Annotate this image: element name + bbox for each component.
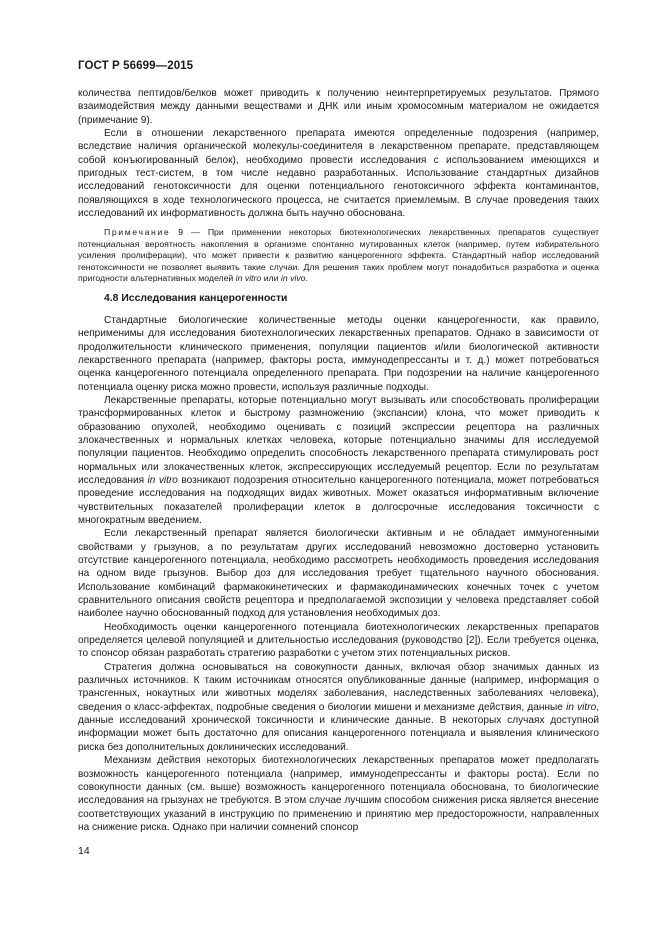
- p4-in-vitro: in vitro: [147, 474, 178, 486]
- paragraph-mechanism: Механизм действия некоторых биотехнологических лекарственных препаратов может предполагать возможность канцерогенного потенциала (например, иммунодепрессанты и факторы роста). Если по совокупности данных (см. выше) возможность канцерогенного потенциала обоснована, то биологические исследования на грызунах не требуются. В этом случае лучшим способом снижения риска является внесение соответствующих указаний в инструкцию по применению и принятию мер предосторожности, направленных на снижение риска. Однако при наличии сомнений спонсор: [78, 755, 599, 833]
- paragraph-proliferation: [78, 394, 599, 527]
- note-9: [78, 227, 599, 284]
- p7-text-b: , данные исследований хронической токсичности и клинические данные. В некоторых случаях доступной информации может быть достаточно для описания канцерогенного потенциала и выявления клинического риска без дополнительных доклинических исследований.: [78, 701, 599, 753]
- note-or: или: [263, 273, 279, 284]
- paragraph-rodents: Если лекарственный препарат является биологически активным и не обладает иммуногенными свойствами у грызунов, а по результатам других исследований невозможно достоверно установить отсутствие канцерогенного потенциала, необходимо рассмотреть необходимость проведения исследования на одном виде грызунов. Выбор доз для исследования требует тщательного научного обоснования. Использование комбинаций фармакокинетических и фармакодинамических конечных точек с учетом сравнительного описания свойств рецептора и предполагаемой экспозиции у человека представляет собой наиболее научно обоснованный подход для установления необходимых доз.: [78, 528, 599, 620]
- paragraph-suspicions: Если в отношении лекарственного препарата имеются определенные подозрения (например, вследствие наличия органической молекулы-соединителя в лекарственном препарате, представляющем собой конъюгированный белок), необходимо провести исследования с использованием имеющихся и пригодных тест-систем, в том числе недавно разработанных. Использование стандартных дизайнов исследований генотоксичности для оценки потенциального генотоксичного эффекта контаминантов, появляющихся в ходе технологического процесса, не считается приемлемым. В случае проведения таких исследований их информативность должна быть научно обоснована.: [78, 128, 599, 220]
- paragraph-standard-methods: Стандартные биологические количественные методы оценки канцерогенности, как правило, неприменимы для исследования биотехнологических лекарственных препаратов. Однако в зависимости от продолжительности клинического применения, популяции пациентов и/или биологической активности лекарственного препарата (например, факторы роста, иммунодепрессанты и т. д.) может потребоваться оценка канцерогенного потенциала определенного препарата. При подозрении на наличие канцерогенного потенциала оценку риска можно провести, используя различные подходы.: [78, 314, 599, 393]
- paragraph-continuation: количества пептидов/белков может приводить к получению неинтерпретируемых результатов. Прямого взаимодействия между данными веществами и ДНК или иным хромосомным материалом не ожидается (примечание 9).: [78, 88, 599, 126]
- note-label: Примечание: [104, 227, 171, 238]
- note-body: — При применении некоторых биотехнологических лекарственных препаратов существует потенциальная вероятность накопления в организме спонтанно мутированных клеток (например, путем избирательного усиления пролиферации), что может привести к развитию канцерогенного эффекта. Стандартный набор исследований генотоксичности не позволяет выявить такие случаи. Для решения таких проблем могут понадобиться разработка и оценка пригодности альтернативных моделей: [78, 227, 600, 284]
- note-end: .: [305, 273, 308, 284]
- p7-text-a: Стратегия должна основываться на совокупности данных, включая обзор значимых данных из различных источников. К таким источникам относятся опубликованные данные (например, информация о трансгенных, нокаутных или животных моделях заболевания, наследственных заболеваниях человека), сведения о класс-эффектах, подробные сведения о биологии мишени и механизме действия, данные: [78, 661, 599, 713]
- document-header: ГОСТ Р 56699—2015: [78, 60, 194, 72]
- p4-text-a: Лекарственные препараты, которые потенциально могут вызывать или способствовать пролиферации трансформированных клеток и быстрому размножению (экспансии) клона, что может приводить к образованию опухолей, необходимо оценивать с позиций экспрессии рецептора на различных злокачественных и нормальных клетках человека, которые потенциально значимы для исследуемой популяции пациентов. Необходимо определить способность лекарственного препарата стимулировать рост нормальных или злокачественных клеток, экспрессирующих исследуемый рецептор. Если по результатам исследования: [78, 394, 599, 486]
- note-number: 9: [178, 227, 184, 238]
- note-in-vitro: in vitro: [235, 273, 262, 284]
- section-title: 4.8 Исследования канцерогенности: [104, 293, 288, 305]
- page-number: 14: [78, 845, 90, 857]
- p7-in-vitro: in vitro: [566, 701, 597, 713]
- note-in-vivo: in vivo: [280, 273, 306, 284]
- p4-text-b: возникают подозрения относительно канцерогенного потенциала, может потребоваться проведение исследования на подходящих видах животных. Может оказаться информативным включение чувствительных показателей пролиферации клеток в долгосрочные исследования токсичности с многократным введением.: [78, 474, 599, 526]
- paragraph-strategy: [78, 661, 599, 754]
- paragraph-necessity: Необходимость оценки канцерогенного потенциала биотехнологических лекарственных препаратов определяется целевой популяцией и длительностью исследования (руководство [2]). Если требуется оценка, то спонсор обязан разработать стратегию разработки с учетом этих потенциальных рисков.: [78, 621, 599, 660]
- document-body: [78, 87, 599, 834]
